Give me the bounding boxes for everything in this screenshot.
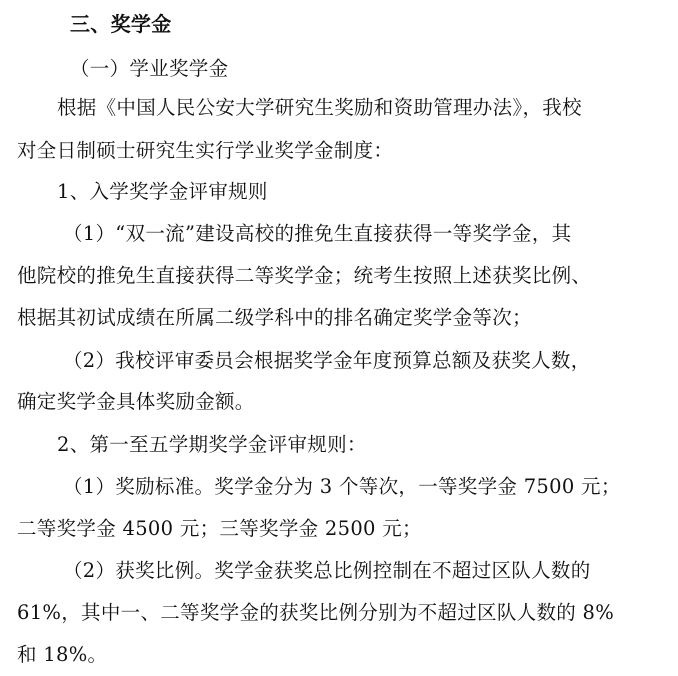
paragraph-line: （2）获奖比例。奖学金获奖总比例控制在不超过区队人数的 xyxy=(63,559,591,582)
rule-heading: 2、第一至五学期奖学金评审规则： xyxy=(57,433,367,456)
paragraph-line: 确定奖学金具体奖励金额。 xyxy=(17,390,255,413)
paragraph-line: （1）奖励标准。奖学金分为 3 个等次，一等奖学金 7500 元； xyxy=(63,475,621,498)
paragraph-line: （1）“双一流”建设高校的推免生直接获得一等奖学金，其 xyxy=(63,222,572,245)
paragraph-line: 他院校的推免生直接获得二等奖学金；统考生按照上述获奖比例、 xyxy=(17,264,592,287)
paragraph-line: 和 18%。 xyxy=(17,643,108,666)
rule-heading: 1、入学奖学金评审规则 xyxy=(57,180,268,203)
paragraph-line: 根据《中国人民公安大学研究生奖励和资助管理办法》，我校 xyxy=(57,96,582,119)
paragraph-line: 二等奖学金 4500 元；三等奖学金 2500 元； xyxy=(17,517,422,540)
paragraph-line: （2）我校评审委员会根据奖学金年度预算总额及获奖人数， xyxy=(63,349,591,372)
section-title: 三、奖学金 xyxy=(70,12,172,36)
paragraph-line: 对全日制硕士研究生实行学业奖学金制度： xyxy=(17,139,394,162)
subsection-title: （一）学业奖学金 xyxy=(70,57,229,80)
paragraph-line: 61%，其中一、二等奖学金的获奖比例分别为不超过区队人数的 8% xyxy=(17,601,615,624)
paragraph-line: 根据其初试成绩在所属二级学科中的排名确定奖学金等次； xyxy=(17,306,532,329)
